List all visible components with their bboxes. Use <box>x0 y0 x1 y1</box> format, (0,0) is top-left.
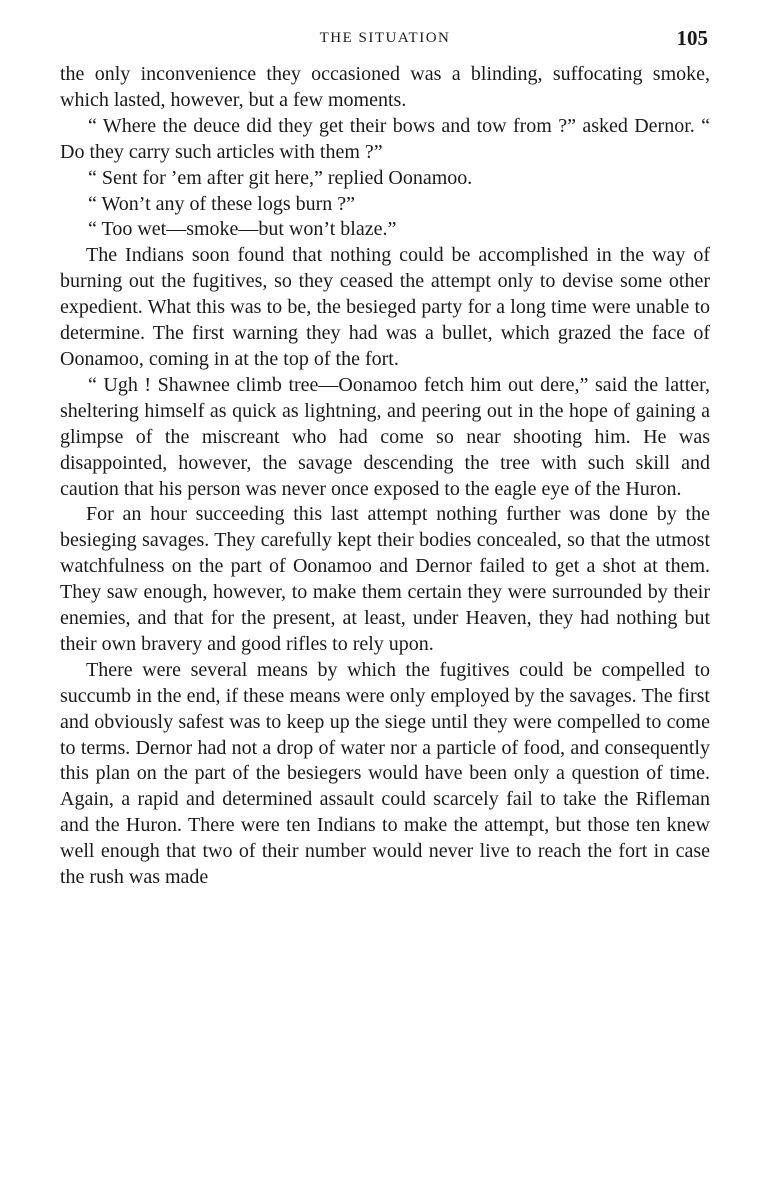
page-number: 105 <box>676 26 708 50</box>
body-text <box>60 62 710 891</box>
paragraph-5: “ Too wet—smoke—but won’t blaze.” <box>88 218 397 241</box>
running-head: THE SITUATION <box>319 30 451 46</box>
paragraph-3: “ Sent for ’em after git here,” replied Oonamoo. <box>88 166 473 189</box>
paragraph-4: “ Won’t any of these logs burn ?” <box>88 192 356 215</box>
paragraph-9: There were several means by which the fugitives could be compelled to succumb in the end, if these means were only employed by the savages. The first and obviously safest was to keep up the siege until they were compelled to come to terms. Dernor had not a drop of water nor a particle of food, and consequently this plan on the part of the besiegers would have been only a question of time. Again, a rapid and determined assault could scarcely fail to take the Rifleman and the Huron. There were ten Indians to make the attempt, but those ten knew well enough that two of their number would never live to reach the fort in case the rush was made <box>60 658 710 889</box>
paragraph-7: “ Ugh ! Shawnee climb tree—Oonamoo fetch him out dere,” said the latter, sheltering himself as quick as lightning, and peering out in the hope of gaining a glimpse of the miscreant who had come so near shooting him. He was disappointed, however, the savage descending the tree with such skill and caution that his person was never once exposed to the eagle eye of the Huron. <box>60 373 710 500</box>
paragraph-6: The Indians soon found that nothing could be accomplished in the way of burning out the fugitives, so they ceased the attempt only to devise some other expedient. What this was to be, the besieged party for a long time were unable to determine. The first warning they had was a bullet, which grazed the face of Oonamoo, coming in at the top of the fort. <box>60 244 710 370</box>
paragraph-8: For an hour succeeding this last attempt nothing further was done by the besieging savages. They carefully kept their bodies concealed, so that the utmost watchfulness on the part of Oonamoo and Dernor failed to get a shot at them. They saw enough, however, to make them certain they were surrounded by their enemies, and that for the present, at least, under Heaven, they had nothing but their own bravery and good rifles to rely upon. <box>60 503 710 655</box>
paragraph-1: the only inconvenience they occasioned was a blinding, suffocating smoke, which lasted, however, but a few moments. <box>60 63 710 111</box>
book-page <box>60 26 710 891</box>
paragraph-2: “ Where the deuce did they get their bows and tow from ?” asked Dernor. “ Do they carry such articles with them ?” <box>60 114 710 163</box>
page-header <box>60 26 710 56</box>
